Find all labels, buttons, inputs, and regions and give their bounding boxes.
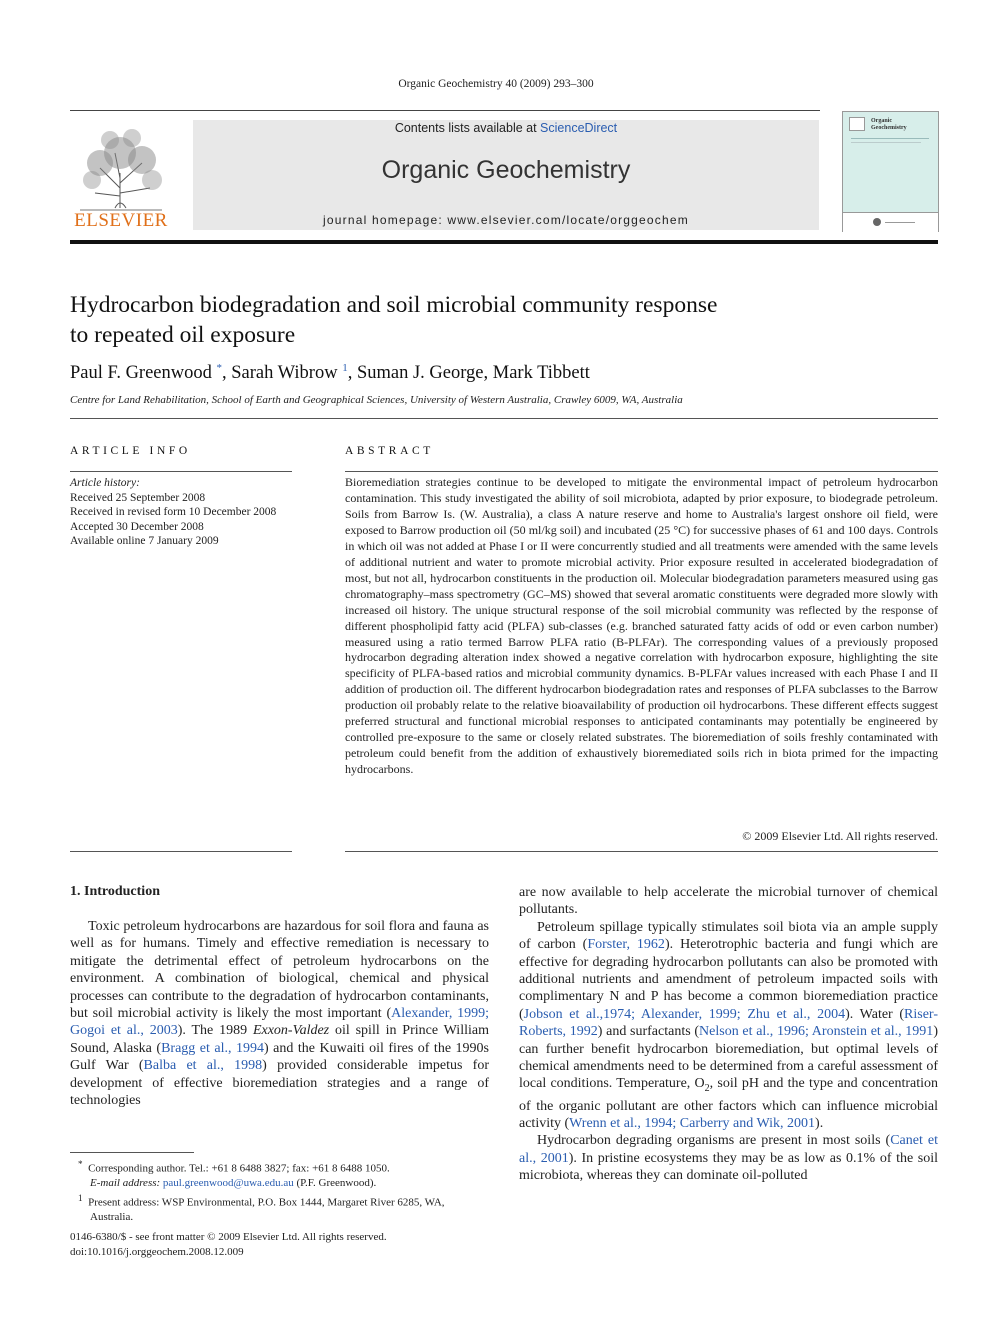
text-run: ) and surfactants (	[597, 1024, 700, 1040]
article-title	[70, 290, 830, 350]
publisher-name: ELSEVIER	[74, 210, 168, 231]
affiliation: Centre for Land Rehabilitation, School of Earth and Geographical Sciences, University of Western Australia, Crawley 6009, WA, Australia	[70, 394, 683, 406]
homepage-prefix: journal homepage:	[323, 213, 448, 227]
contents-prefix: Contents lists available at	[394, 121, 541, 135]
citation-link[interactable]: Nelson et al., 1996; Aronstein et al., 1991	[699, 1024, 934, 1040]
footnote-mark: 1	[78, 1192, 83, 1203]
text-run: ). In pristine ecosystems they may be as low as 0.1% of the soil microbiota, whereas they can dominate oil-polluted	[519, 1150, 939, 1184]
email-label: E-mail address:	[90, 1177, 161, 1190]
citation-link[interactable]: Bragg et al., 1994	[161, 1040, 264, 1056]
footnote-text: Corresponding author. Tel.: +61 8 6488 3827; fax: +61 8 6488 1050.	[88, 1162, 390, 1175]
abstract-bottom-rule	[345, 851, 938, 852]
footnote-mark[interactable]: 1	[342, 362, 348, 374]
page-footer	[70, 1230, 489, 1260]
text-run: Petroleum spillage typically stimulates soil biota via an ample supply of carbon (	[519, 919, 938, 953]
cover-footer-rule	[885, 222, 915, 223]
header-thick-rule	[70, 240, 938, 244]
article-info-heading: ARTICLE INFO	[70, 445, 191, 457]
contents-line	[193, 121, 819, 135]
history-label: Article history:	[70, 477, 140, 489]
citation-link[interactable]: Wrenn et al., 1994; Carberry and Wik, 2001	[569, 1116, 816, 1132]
author-name[interactable]: Mark Tibbett	[492, 363, 590, 384]
footnote-rule	[70, 1152, 194, 1153]
abstract-heading: ABSTRACT	[345, 445, 434, 457]
text-run: ).	[815, 1116, 824, 1132]
body-column-right	[519, 884, 938, 1185]
homepage-url[interactable]: www.elsevier.com/locate/orggeochem	[447, 213, 689, 227]
author-list: Paul F. Greenwood *, Sarah Wibrow $^1$, Suman J. George, Mark Tibbett	[70, 362, 590, 384]
sciencedirect-link[interactable]: ScienceDirect	[540, 121, 618, 135]
issn-line: 0146-6380/$ - see front matter © 2009 Elsevier Ltd. All rights reserved.	[70, 1231, 387, 1243]
text-run: ). Heterotrophic bacteria and fungi which are effective for degrading hydrocarbon pollutants can also be promoted with additional nutrients and amendment of petroleum impacted soils with complimentary N and P has become a common bioremediation practice (	[519, 937, 939, 1022]
text-run: ). Water (	[845, 1006, 905, 1022]
history-accepted: Accepted 30 December 2008	[70, 520, 204, 533]
footnote-text: Present address: WSP Environmental, P.O. Box 1444, Margaret River 6285, WA, Australia.	[88, 1196, 445, 1223]
citation-link[interactable]: Forster, 1962	[587, 937, 665, 953]
cover-footer	[843, 212, 938, 232]
cover-title: Organic Geochemistry	[871, 118, 907, 131]
subscript: 2	[704, 1083, 710, 1095]
abstract-rule	[345, 471, 938, 472]
paragraph	[70, 918, 489, 1109]
citation-link[interactable]: Canet et al., 2001	[519, 1133, 938, 1166]
journal-banner	[193, 120, 819, 230]
article-history	[70, 476, 300, 549]
cover-publisher-icon	[873, 218, 881, 226]
journal-citation: Organic Geochemistry 40 (2009) 293–300	[398, 78, 594, 90]
doi-line[interactable]: doi:10.1016/j.orggeochem.2008.12.009	[70, 1246, 244, 1258]
article-info-rule	[70, 471, 292, 472]
history-online: Available online 7 January 2009	[70, 535, 219, 547]
section-heading: 1. Introduction	[70, 884, 160, 899]
footnote-corresponding	[70, 1157, 489, 1191]
email-link[interactable]: paul.greenwood@uwa.edu.au	[162, 1177, 294, 1190]
cover-emblem-icon	[849, 117, 865, 131]
text-run: , soil pH and the type and concentration of the organic pollutant are other factors which can influence microbial activity (	[519, 1076, 938, 1132]
cover-rule	[851, 142, 921, 143]
elsevier-logo	[70, 118, 172, 230]
title-line-1: Hydrocarbon biodegradation and soil microbial community response	[70, 292, 718, 318]
history-revised: Received in revised form 10 December 2008	[70, 506, 277, 518]
header-divider	[70, 110, 820, 111]
article-info-bottom-rule	[70, 851, 292, 852]
author-name[interactable]: Suman J. George	[356, 363, 484, 384]
cover-rule	[851, 138, 929, 139]
journal-cover-thumbnail	[842, 111, 939, 232]
history-received: Received 25 September 2008	[70, 491, 206, 504]
journal-homepage	[193, 213, 819, 227]
paragraph	[519, 919, 938, 1133]
copyright-notice: © 2009 Elsevier Ltd. All rights reserved.	[742, 829, 938, 843]
journal-title: Organic Geochemistry	[381, 156, 631, 184]
footnote-mark: *	[78, 1159, 83, 1169]
paragraph	[519, 1132, 938, 1184]
paragraph: are now available to help accelerate the microbial turnover of chemical pollutants.	[519, 885, 938, 918]
author-name[interactable]: Sarah Wibrow	[231, 363, 338, 384]
title-line-2: to repeated oil exposure	[70, 322, 296, 348]
citation-link[interactable]: Riser-Roberts, 1992	[519, 1006, 938, 1040]
text-run: Toxic petroleum hydrocarbons are hazardous for soil flora and fauna as well as for humans. Timely and effective remediation is necessary to mitigate the detrimental effect of petroleum hydrocarbons on the environment. A combination of biological, chemical and physical processes can contribute to the degradation of hydrocarbon contaminants, but soil microbial activity is likely the most important (	[70, 919, 489, 1022]
abstract-text: Bioremediation strategies continue to be developed to mitigate the environmental impact of petroleum hydrocarbon contamination. This study investigated the ability of soil microbiota, adapted by prior exposure, to biodegrade petroleum. Soils from Barrow Is. (W. Australia), a class A nature reserve and home to Australia's largest onshore oil field, were exposed to Barrow production oil (50 ml/kg soil) and incubated (25 °C) for successive phases of 61 and 100 days. Controls in which oil was not added at Phase I or II were concurrently studied and all treatments were amended with the same levels of additional nutrient and water to promote microbial activity. Prior exposure resulted in accelerated biodegradation of most, but not all, hydrocarbon constituents in the production oil. Molecular biodegradation parameters measured using gas chromatography–mass spectrometry (GC–MS) showed that several aromatic constituents were degraded more slowly with increased oil history. The unique structural response of the soil microbial community was reflected by the response of different phospholipid fatty acid (PLFA) sub-classes (e.g. branched saturated fatty acids of odd or even carbon number) measured using a ratio termed Barrow PLFA ratio (B-PLFAr). The corresponding values of a previously proposed hydrocarbon degrading alteration index showed a negative correlation with hydrocarbon exposure, highlighting the site specificity of PLFA-based ratios and microbial community dynamics. B-PLFAr values increased with each Phase I and II addition of production oil. The different hydrocarbon biodegradation rates and responses of PLFA subclasses to the Barrow production oil probably relate to the relative bioavailability of production oil hydrocarbons. These different effects suggest preferred structural and functional microbial responses to anticipated contaminants may potentially be engineered by controlled pre-exposure to the same or closely related substrates. The bioremediation of soils freshly contaminated with petroleum could benefit from the addition of exhaustively bioremediated soils rich in biota primed for the impacting hydrocarbons.	[345, 475, 938, 777]
footnotes	[70, 1157, 489, 1224]
footnote-text: (P.F. Greenwood).	[293, 1177, 377, 1190]
text-run: ) and the Kuwaiti oil fires of the 1990s Gulf War (	[70, 1040, 489, 1074]
text-run: Hydrocarbon degrading organisms are present in most soils (	[537, 1133, 891, 1149]
italic-run: Exxon-Valdez	[252, 1023, 330, 1039]
text-run: ) can further benefit hydrocarbon bioremediation, but optimal levels of chemical amendments need to be determined from a careful assessment of local conditions. Temperature, O	[519, 1024, 938, 1092]
body-column-left	[70, 918, 489, 1109]
title-divider	[70, 418, 938, 419]
citation-link[interactable]: Alexander, 1999; Gogoi et al., 2003	[70, 1006, 489, 1039]
citation-link[interactable]: Jobson et al.,1974; Alexander, 1999; Zhu et al., 2004	[523, 1006, 846, 1022]
text-run: oil spill in Prince William Sound, Alaska (	[70, 1023, 489, 1056]
author-name[interactable]: Paul F. Greenwood	[70, 363, 212, 384]
text-run: ). The 1989	[177, 1023, 253, 1039]
citation-link[interactable]: Balba et al., 1998	[143, 1058, 263, 1074]
text-run: ) provided considerable impetus for development of effective bioremediation strategies and a range of technologies	[70, 1058, 489, 1109]
footnote-present-address	[70, 1191, 489, 1225]
corresponding-author-mark[interactable]: *	[216, 362, 223, 374]
